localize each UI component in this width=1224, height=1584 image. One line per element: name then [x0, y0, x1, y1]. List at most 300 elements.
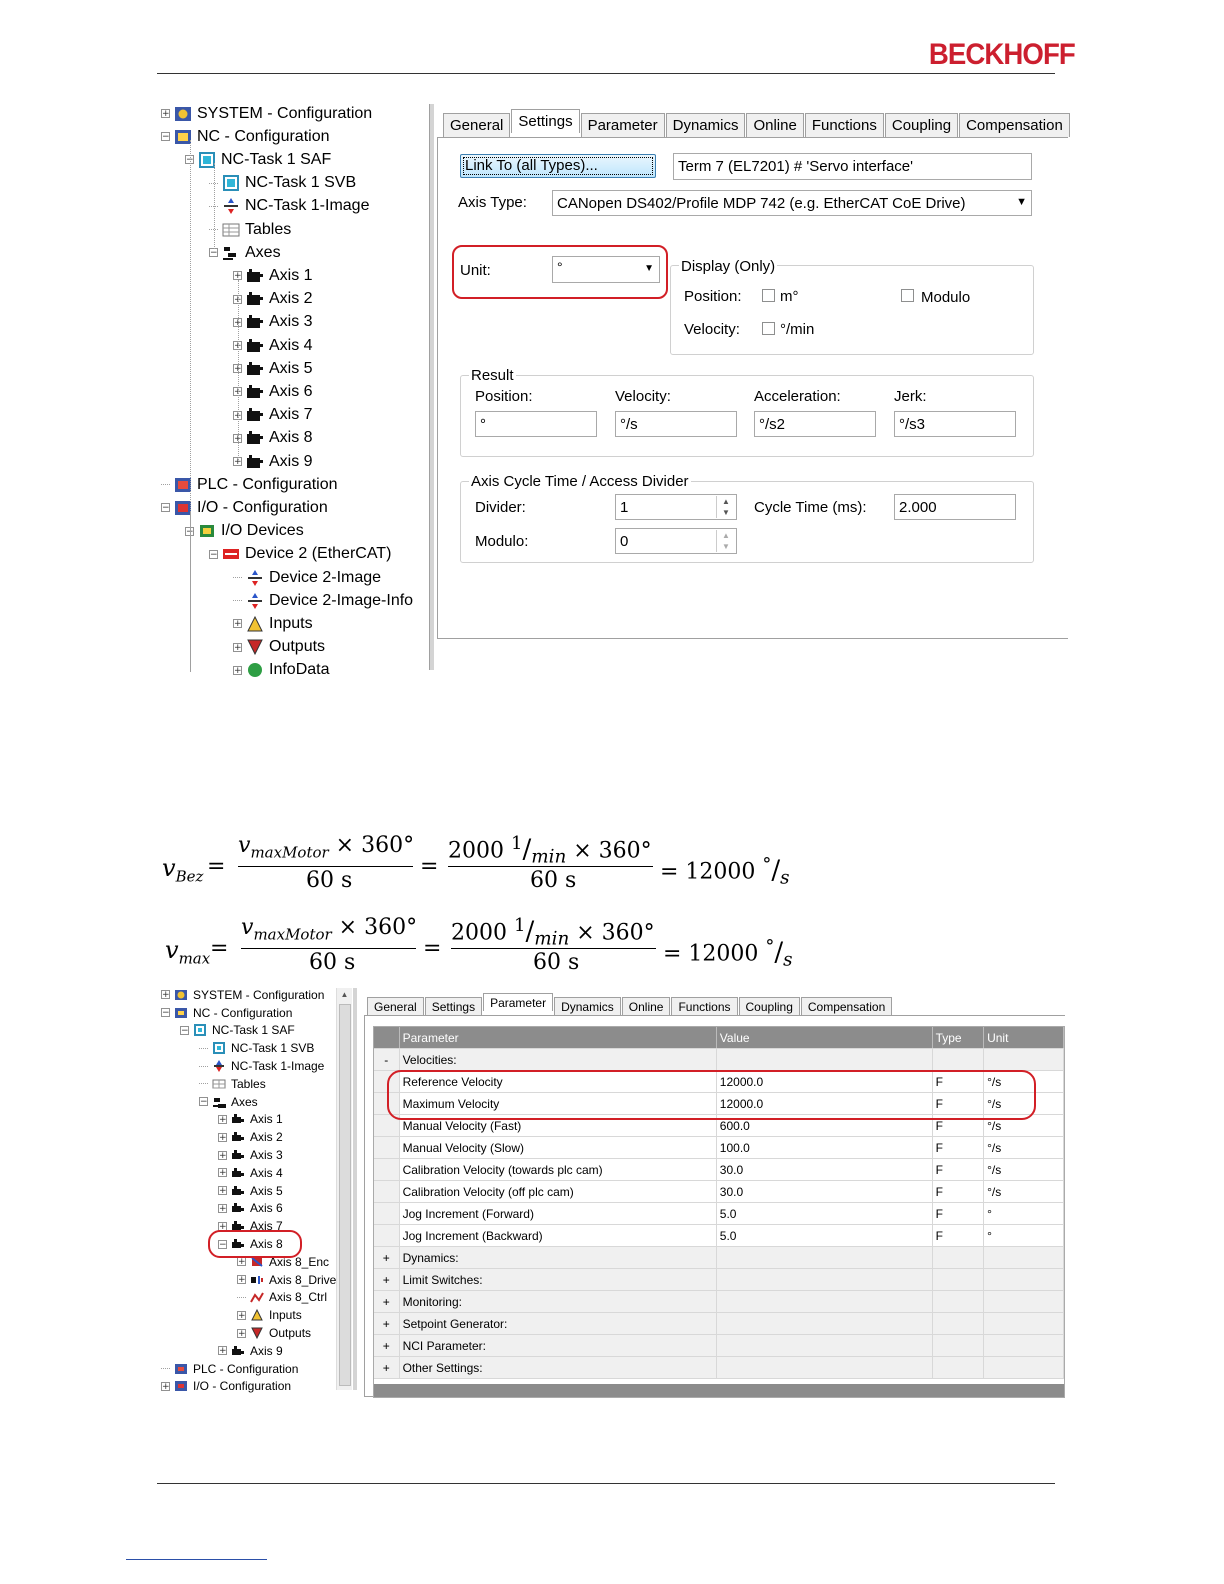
cell-unit: [984, 1357, 1064, 1379]
expand-icon[interactable]: +: [219, 1186, 227, 1197]
cell-unit: [984, 1247, 1064, 1269]
image-icon: [246, 592, 264, 610]
tab-general[interactable]: General: [367, 997, 424, 1015]
system-icon: [174, 105, 192, 123]
cell-param: Calibration Velocity (towards plc cam): [399, 1159, 716, 1181]
column-header[interactable]: Unit: [984, 1027, 1064, 1049]
expand-icon[interactable]: +: [234, 665, 242, 676]
table-row[interactable]: [374, 1049, 1064, 1071]
expand-icon[interactable]: +: [234, 457, 242, 468]
tree-item[interactable]: [161, 1004, 292, 1022]
image-icon: [212, 1059, 226, 1073]
spinner-arrows-icon[interactable]: ▲ ▼: [716, 496, 735, 518]
tree-item-label: I/O - Configuration: [193, 1379, 292, 1394]
brand-logo: BECKHOFF: [928, 38, 1075, 71]
tree-connector: [233, 577, 242, 578]
tree-guide-line: [238, 280, 239, 460]
equals: =: [207, 854, 226, 879]
cell-unit: °/s: [984, 1137, 1064, 1159]
numerator: $v_{maxMotor} \times 360^\circ$: [238, 833, 415, 862]
modulo-spinner[interactable]: [615, 528, 737, 554]
collapse-icon[interactable]: −: [210, 248, 218, 259]
tree-item[interactable]: [161, 986, 324, 1004]
tree-item[interactable]: [185, 148, 331, 171]
cell-unit: °: [984, 1225, 1064, 1247]
tree-item[interactable]: [209, 241, 281, 264]
deg-per-min-label: °/min: [780, 321, 815, 338]
tab-functions[interactable]: Functions: [805, 113, 884, 137]
tree-item-label: Device 2-Image-Info: [269, 591, 414, 609]
cell-value: [716, 1313, 932, 1335]
tree-item-label: Axis 1: [250, 1112, 283, 1127]
cell-type: F: [932, 1181, 984, 1203]
cell-value: 100.0: [716, 1137, 932, 1159]
splitter[interactable]: [429, 104, 434, 670]
scroll-thumb[interactable]: [339, 1004, 351, 1386]
task-icon: [222, 174, 240, 192]
tree-item[interactable]: [218, 1342, 283, 1360]
tree-item[interactable]: [233, 404, 313, 427]
devices-icon: [198, 522, 216, 540]
cell-type: F: [932, 1115, 984, 1137]
collapse-icon[interactable]: −: [181, 1025, 189, 1036]
cell-type: F: [932, 1093, 984, 1115]
axis-icon: [246, 406, 264, 424]
expand-icon[interactable]: +: [234, 642, 242, 653]
cell-type: F: [932, 1137, 984, 1159]
expand-icon[interactable]: +: [234, 410, 242, 421]
display-group: [670, 265, 1034, 355]
tree-item-label: Inputs: [269, 1308, 302, 1323]
highlight-unit: [452, 245, 668, 299]
tree-item[interactable]: [233, 357, 313, 380]
table-row[interactable]: [374, 1247, 1064, 1269]
table-row[interactable]: [374, 1335, 1064, 1357]
scroll-up-icon[interactable]: ▲: [340, 990, 349, 999]
column-header[interactable]: Parameter: [399, 1027, 716, 1049]
tree-item[interactable]: [209, 543, 391, 566]
tree-connector: [237, 1297, 246, 1298]
row-gutter: [374, 1225, 399, 1247]
expand-icon[interactable]: +: [234, 619, 242, 630]
cell-unit: °/s: [984, 1159, 1064, 1181]
tree-item[interactable]: [199, 1039, 314, 1057]
expand-icon[interactable]: +: [234, 433, 242, 444]
divider-value: 1: [620, 498, 629, 516]
cell-unit: °/s: [984, 1115, 1064, 1137]
equals: =: [423, 936, 442, 961]
inputs-icon: [250, 1308, 264, 1322]
expand-icon[interactable]: +: [234, 341, 242, 352]
axis-icon: [231, 1166, 245, 1180]
tab-compensation[interactable]: Compensation: [801, 997, 892, 1015]
axis-icon: [246, 267, 264, 285]
collapse-icon[interactable]: -: [374, 1049, 399, 1071]
tree-item-label: Axis 5: [250, 1183, 283, 1198]
axis-icon: [231, 1148, 245, 1162]
expand-icon[interactable]: +: [238, 1275, 246, 1286]
tree-item-label: Axis 4: [250, 1165, 283, 1180]
tree-item-label: Device 2-Image: [269, 568, 382, 586]
tree-item[interactable]: [233, 450, 313, 473]
table-row[interactable]: [374, 1291, 1064, 1313]
tree-item[interactable]: [233, 589, 413, 612]
tree-item[interactable]: [237, 1271, 336, 1289]
cell-unit: [984, 1269, 1064, 1291]
link-to-button[interactable]: Link To (all Types)...: [460, 154, 656, 178]
tree-connector: [161, 1368, 170, 1369]
collapse-icon[interactable]: −: [162, 132, 170, 143]
cell-param: Reference Velocity: [399, 1071, 716, 1093]
cell-value: [716, 1269, 932, 1291]
settings-panel: [437, 137, 1068, 639]
denominator: 60 s: [533, 950, 580, 975]
unit-value: °: [557, 259, 563, 275]
tree-item[interactable]: [237, 1324, 311, 1342]
highlight-axis8: [208, 1230, 302, 1258]
tree-item[interactable]: [218, 1200, 283, 1218]
tab-general[interactable]: General: [443, 113, 510, 137]
tree-item-label: NC-Task 1 SVB: [245, 174, 357, 192]
inputs-icon: [246, 615, 264, 633]
tab-online[interactable]: Online: [746, 113, 803, 137]
tree-connector: [199, 1066, 208, 1067]
cell-param: NCI Parameter:: [399, 1335, 716, 1357]
expand-icon[interactable]: +: [234, 271, 242, 282]
tree-item[interactable]: [199, 1075, 266, 1093]
footer-rule: [157, 1483, 1055, 1484]
deg-per-min-checkbox[interactable]: [762, 322, 775, 335]
expand-icon[interactable]: +: [374, 1291, 399, 1313]
cell-type: F: [932, 1159, 984, 1181]
tree-item[interactable]: [185, 520, 304, 543]
screenshot-axis-settings: [157, 100, 1063, 679]
expand-icon[interactable]: +: [238, 1328, 246, 1339]
collapse-icon[interactable]: −: [186, 155, 194, 166]
modulo-check-label: Modulo: [921, 289, 971, 306]
table-row[interactable]: [374, 1269, 1064, 1291]
tree-item[interactable]: [161, 1378, 291, 1396]
tree-item-label: Axis 5: [269, 359, 313, 377]
result-field: °: [475, 411, 597, 437]
cell-value: [716, 1335, 932, 1357]
cell-type: [932, 1357, 984, 1379]
tree-item[interactable]: [233, 659, 329, 682]
tab-bar: [367, 997, 892, 1015]
expand-icon[interactable]: +: [219, 1168, 227, 1179]
tab-compensation[interactable]: Compensation: [959, 113, 1070, 137]
tree-item[interactable]: [218, 1146, 283, 1164]
modulo-checkbox[interactable]: [901, 289, 914, 302]
table-row[interactable]: [374, 1313, 1064, 1335]
header-rule: [157, 73, 1055, 74]
tree-item[interactable]: [209, 172, 356, 195]
tree-item-label: Axes: [245, 243, 281, 261]
cell-unit: °/s: [984, 1181, 1064, 1203]
display-group-title: Display (Only): [681, 258, 776, 275]
table-row[interactable]: [374, 1181, 1064, 1203]
cell-type: F: [932, 1225, 984, 1247]
tree-item[interactable]: [218, 1111, 283, 1129]
tree-item[interactable]: [233, 427, 313, 450]
table-icon: [222, 221, 240, 239]
expand-icon[interactable]: +: [374, 1269, 399, 1291]
tree-item[interactable]: [218, 1182, 283, 1200]
cell-type: F: [932, 1071, 984, 1093]
result-label: Jerk:: [894, 388, 927, 405]
tree-item-label: I/O - Configuration: [197, 498, 328, 516]
axis-type-label: Axis Type:: [458, 194, 527, 211]
tree-item[interactable]: [161, 496, 328, 519]
cell-value: 5.0: [716, 1203, 932, 1225]
tree-item[interactable]: [233, 612, 313, 635]
expand-icon[interactable]: +: [219, 1203, 227, 1214]
tree-item[interactable]: [209, 195, 369, 218]
collapse-icon[interactable]: −: [210, 549, 218, 560]
ctrl-icon: [250, 1290, 264, 1304]
axis-icon: [231, 1201, 245, 1215]
numerator: 2000 $^1/_{min} \times 360^\circ$: [451, 915, 655, 950]
tree-scrollbar[interactable]: [336, 988, 352, 1390]
column-header[interactable]: Type: [932, 1027, 984, 1049]
tree-item[interactable]: [233, 334, 313, 357]
tab-settings[interactable]: Settings: [425, 997, 482, 1015]
cell-param: Manual Velocity (Fast): [399, 1115, 716, 1137]
cell-type: [932, 1335, 984, 1357]
table-row[interactable]: [374, 1225, 1064, 1247]
tree-item-label: Inputs: [269, 614, 313, 632]
chevron-down-icon: ▼: [1016, 196, 1027, 208]
tree-item[interactable]: [233, 636, 325, 659]
fraction-bar: [448, 866, 653, 867]
axis-type-select[interactable]: [552, 190, 1032, 216]
tab-dynamics[interactable]: Dynamics: [666, 113, 746, 137]
tree-item-label: NC-Task 1-Image: [245, 197, 370, 215]
collapse-icon[interactable]: −: [162, 1008, 170, 1019]
tree-item-label: NC-Task 1 SVB: [231, 1041, 315, 1056]
tree-item-label: PLC - Configuration: [193, 1361, 299, 1376]
expand-icon[interactable]: +: [234, 317, 242, 328]
numerator: 2000 $^1/_{min} \times 360^\circ$: [448, 833, 652, 868]
chevron-down-icon: ▼: [644, 263, 654, 274]
footer-link-underline: [126, 1559, 267, 1560]
collapse-icon[interactable]: −: [200, 1097, 208, 1108]
row-gutter: [374, 1181, 399, 1203]
tree-item-label: Axis 3: [269, 313, 313, 331]
image-icon: [222, 197, 240, 215]
result-field: °/s: [615, 411, 737, 437]
cycle-time-field: 2.000: [894, 494, 1016, 520]
expand-icon[interactable]: +: [234, 387, 242, 398]
column-header[interactable]: Value: [716, 1027, 932, 1049]
formula-lhs: $v_{max}$: [165, 936, 211, 968]
tab-parameter[interactable]: Parameter: [581, 113, 665, 137]
tree-item[interactable]: [161, 102, 372, 125]
plc-icon: [174, 1362, 188, 1376]
formula-lhs: $v_{Bez}$: [162, 854, 204, 886]
formula-result: = 12000 $^\circ/_s$: [660, 854, 790, 889]
cell-value: 12000.0: [716, 1071, 932, 1093]
cycle-group-title: Axis Cycle Time / Access Divider: [471, 473, 689, 490]
tree-item[interactable]: [233, 380, 313, 403]
expand-icon[interactable]: +: [219, 1114, 227, 1125]
expand-icon[interactable]: +: [162, 1381, 170, 1392]
tree-item-label: Axis 2: [250, 1130, 283, 1145]
tab-functions[interactable]: Functions: [671, 997, 737, 1015]
table-header: [374, 1027, 1064, 1049]
denominator: 60 s: [309, 950, 356, 975]
unit-label: Unit:: [460, 262, 491, 279]
table-row[interactable]: [374, 1137, 1064, 1159]
equals: =: [420, 854, 439, 879]
tree-item-label: I/O Devices: [221, 522, 304, 540]
splitter[interactable]: [353, 988, 357, 1390]
tree-item-label: Axis 3: [250, 1148, 283, 1163]
cell-type: [932, 1247, 984, 1269]
axis-icon: [246, 383, 264, 401]
expand-icon[interactable]: +: [219, 1132, 227, 1143]
solution-tree: [157, 100, 429, 679]
tree-item-label: Outputs: [269, 1326, 312, 1341]
cell-param: Jog Increment (Forward): [399, 1203, 716, 1225]
tab-parameter[interactable]: Parameter: [483, 993, 553, 1011]
screenshot-axis-parameter: [157, 985, 1055, 1394]
expand-icon[interactable]: +: [219, 1346, 227, 1357]
tree-item-label: Axis 6: [269, 382, 313, 400]
collapse-icon[interactable]: −: [219, 1239, 227, 1250]
tree-item-label: SYSTEM - Configuration: [193, 987, 325, 1002]
expand-icon[interactable]: +: [374, 1313, 399, 1335]
tree-item-label: NC - Configuration: [197, 127, 330, 145]
outputs-icon: [250, 1326, 264, 1340]
row-gutter: [374, 1203, 399, 1225]
tree-item[interactable]: [237, 1289, 327, 1307]
tree-item[interactable]: [199, 1057, 324, 1075]
cell-unit: °: [984, 1203, 1064, 1225]
cell-param: Velocities:: [399, 1049, 716, 1071]
divider-spinner[interactable]: [615, 494, 737, 520]
m-degree-checkbox[interactable]: [762, 289, 775, 302]
axes-icon: [212, 1095, 226, 1109]
expand-icon[interactable]: +: [219, 1221, 227, 1232]
table-row[interactable]: [374, 1357, 1064, 1379]
tree-item[interactable]: [180, 1022, 295, 1040]
expand-icon[interactable]: +: [238, 1310, 246, 1321]
tab-coupling[interactable]: Coupling: [885, 113, 958, 137]
expand-icon[interactable]: +: [219, 1150, 227, 1161]
tree-item[interactable]: [233, 288, 313, 311]
expand-icon[interactable]: +: [234, 364, 242, 375]
tree-item-label: Axis 9: [269, 452, 313, 470]
drive-icon: [250, 1273, 264, 1287]
tab-dynamics[interactable]: Dynamics: [554, 997, 621, 1015]
task-icon: [212, 1041, 226, 1055]
cell-param: Setpoint Generator:: [399, 1313, 716, 1335]
result-label: Position:: [475, 388, 533, 405]
tree-item[interactable]: [237, 1306, 302, 1324]
tree-item-label: NC-Task 1 SAF: [221, 150, 332, 168]
expand-icon[interactable]: +: [238, 1257, 246, 1268]
table-icon: [212, 1077, 226, 1091]
task-icon: [193, 1023, 207, 1037]
tree-item-label: Axis 4: [269, 336, 313, 354]
tree-item[interactable]: [233, 264, 313, 287]
tree-item[interactable]: [161, 1360, 298, 1378]
grid-footer: [374, 1384, 1064, 1397]
tree-item-label: Outputs: [269, 638, 326, 656]
cell-param: Limit Switches:: [399, 1269, 716, 1291]
tree-item[interactable]: [161, 473, 338, 496]
tab-online[interactable]: Online: [622, 997, 671, 1015]
axis-icon: [231, 1112, 245, 1126]
tab-settings[interactable]: Settings: [511, 109, 579, 133]
cell-value: 600.0: [716, 1115, 932, 1137]
tree-item-label: Axis 7: [269, 406, 313, 424]
tree-item-label: SYSTEM - Configuration: [197, 104, 373, 122]
axis-type-value: CANopen DS402/Profile MDP 742 (e.g. EtherCAT CoE Drive): [557, 194, 966, 212]
display-velocity-label: Velocity:: [684, 321, 740, 338]
table-row[interactable]: [374, 1159, 1064, 1181]
table-row[interactable]: [374, 1203, 1064, 1225]
axis-icon: [246, 360, 264, 378]
numerator: $v_{maxMotor} \times 360^\circ$: [241, 915, 418, 944]
tree-item[interactable]: [161, 125, 330, 148]
result-label: Acceleration:: [754, 388, 841, 405]
tree-guide-line: [214, 163, 215, 249]
tree-guide-line: [190, 511, 191, 671]
expand-icon[interactable]: +: [374, 1335, 399, 1357]
tree-item-label: Axis 8: [269, 429, 313, 447]
collapse-icon[interactable]: −: [186, 526, 194, 537]
tree-item[interactable]: [199, 1093, 258, 1111]
expand-icon[interactable]: +: [162, 990, 170, 1001]
tree-item-label: NC-Task 1-Image: [231, 1059, 325, 1074]
tree-item-label: Axis 8_Enc: [269, 1254, 330, 1269]
tree-item[interactable]: [233, 566, 381, 589]
row-gutter: [374, 1159, 399, 1181]
collapse-icon[interactable]: −: [162, 503, 170, 514]
outputs-icon: [246, 638, 264, 656]
cell-unit: °/s: [984, 1093, 1064, 1115]
tree-item[interactable]: [218, 1128, 283, 1146]
tree-item[interactable]: [209, 218, 291, 241]
cell-param: Calibration Velocity (off plc cam): [399, 1181, 716, 1203]
cell-value: [716, 1049, 932, 1071]
tree-item-label: Axis 2: [269, 290, 313, 308]
tree-item-label: Axis 6: [250, 1201, 283, 1216]
axis-icon: [246, 290, 264, 308]
tree-item-label: Axis 8_Ctrl: [269, 1290, 328, 1305]
row-gutter: [374, 1137, 399, 1159]
tab-coupling[interactable]: Coupling: [739, 997, 800, 1015]
ethercat-icon: [222, 545, 240, 563]
expand-icon[interactable]: +: [234, 294, 242, 305]
result-group-title: Result: [471, 367, 514, 384]
axis-icon: [246, 453, 264, 471]
expand-icon[interactable]: +: [374, 1357, 399, 1379]
tree-item-label: NC - Configuration: [193, 1005, 293, 1020]
result-label: Velocity:: [615, 388, 671, 405]
tree-item[interactable]: [218, 1164, 283, 1182]
axis-icon: [231, 1184, 245, 1198]
tree-item[interactable]: [233, 311, 313, 334]
cell-type: [932, 1269, 984, 1291]
cell-param: Dynamics:: [399, 1247, 716, 1269]
tab-bar: [443, 113, 1070, 137]
spinner-arrows-icon[interactable]: ▲ ▼: [716, 530, 735, 552]
expand-icon[interactable]: +: [374, 1247, 399, 1269]
expand-icon[interactable]: +: [162, 109, 170, 120]
